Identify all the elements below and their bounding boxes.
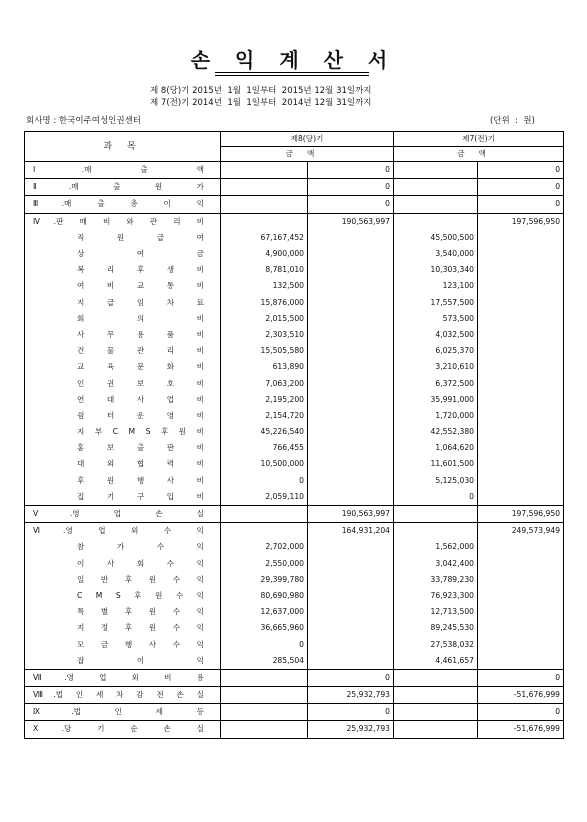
previous-detail-amount (394, 687, 478, 704)
previous-detail-amount: 17,557,500 (394, 295, 478, 311)
row-label: Ⅸ.법 인 세 등 (25, 704, 221, 721)
row-label: 지 급 임 차 료 (25, 295, 221, 311)
current-detail-amount (221, 505, 308, 522)
previous-detail-amount: 123,100 (394, 278, 478, 294)
previous-total-amount (478, 556, 564, 572)
previous-total-amount (478, 392, 564, 408)
table-row (25, 556, 564, 572)
previous-total-amount: 0 (478, 196, 564, 213)
previous-total-amount: 197,596,950 (478, 505, 564, 522)
previous-detail-amount: 12,713,500 (394, 604, 478, 620)
current-detail-amount: 285,504 (221, 653, 308, 670)
previous-total-amount (478, 408, 564, 424)
current-detail-amount: 2,550,000 (221, 556, 308, 572)
table-row (25, 311, 564, 327)
current-detail-amount: 0 (221, 636, 308, 652)
current-detail-amount (221, 213, 308, 230)
current-detail-amount: 2,195,200 (221, 392, 308, 408)
current-detail-amount (221, 669, 308, 686)
table-row (25, 179, 564, 196)
table-row (25, 473, 564, 489)
current-total-amount (308, 424, 394, 440)
previous-total-amount: 0 (478, 179, 564, 196)
current-detail-amount (221, 179, 308, 196)
previous-detail-amount: 45,500,500 (394, 230, 478, 246)
previous-detail-amount: 4,461,657 (394, 653, 478, 670)
table-row (25, 604, 564, 620)
row-label: 지 정 후 원 수 익 (25, 620, 221, 636)
row-label: 상 여 금 (25, 246, 221, 262)
current-detail-amount: 8,781,010 (221, 262, 308, 278)
table-row (25, 620, 564, 636)
table-row (25, 669, 564, 686)
current-detail-amount (221, 704, 308, 721)
table-row (25, 359, 564, 375)
row-label: 특 별 후 원 수 익 (25, 604, 221, 620)
current-detail-amount: 12,637,000 (221, 604, 308, 620)
row-label: 모 금 행 사 수 익 (25, 636, 221, 652)
previous-detail-amount: 1,064,620 (394, 440, 478, 456)
header-current-period: 제8(당)기 (221, 132, 394, 147)
current-detail-amount (221, 523, 308, 540)
row-label: 집 기 구 입 비 (25, 489, 221, 506)
previous-total-amount (478, 572, 564, 588)
previous-total-amount: 0 (478, 704, 564, 721)
previous-total-amount (478, 262, 564, 278)
current-total-amount: 0 (308, 162, 394, 179)
row-label: Ⅳ.판 매 비 와 관 리 비 (25, 213, 221, 230)
previous-detail-amount: 89,245,530 (394, 620, 478, 636)
previous-total-amount (478, 230, 564, 246)
current-total-amount: 25,932,793 (308, 721, 394, 738)
previous-detail-amount (394, 196, 478, 213)
table-row (25, 375, 564, 391)
current-total-amount: 0 (308, 196, 394, 213)
previous-total-amount (478, 489, 564, 506)
table-row (25, 162, 564, 179)
row-label: 연 대 사 업 비 (25, 392, 221, 408)
row-label: Ⅷ.법 인 세 차 감 전 손 실 (25, 687, 221, 704)
table-row (25, 392, 564, 408)
row-label: Ⅰ.매 출 액 (25, 162, 221, 179)
previous-detail-amount: 42,552,380 (394, 424, 478, 440)
header-previous-period: 제7(전)기 (394, 132, 564, 147)
current-total-amount (308, 636, 394, 652)
current-total-amount (308, 572, 394, 588)
table-row (25, 327, 564, 343)
table-row (25, 636, 564, 652)
previous-total-amount (478, 327, 564, 343)
current-total-amount (308, 408, 394, 424)
previous-total-amount: -51,676,999 (478, 721, 564, 738)
row-label: Ⅱ.매 출 원 가 (25, 179, 221, 196)
row-label: 건 물 관 리 비 (25, 343, 221, 359)
row-label: 사 무 용 품 비 (25, 327, 221, 343)
table-row (25, 523, 564, 540)
row-label: 복 리 후 생 비 (25, 262, 221, 278)
previous-total-amount (478, 295, 564, 311)
row-label: Ⅹ.당 기 순 손 실 (25, 721, 221, 738)
row-label: 후 원 행 사 비 (25, 473, 221, 489)
previous-total-amount (478, 456, 564, 472)
previous-total-amount: 0 (478, 162, 564, 179)
current-detail-amount (221, 687, 308, 704)
row-label: 쉼 터 운 영 비 (25, 408, 221, 424)
previous-detail-amount: 1,562,000 (394, 539, 478, 555)
table-row (25, 588, 564, 604)
previous-detail-amount (394, 704, 478, 721)
previous-detail-amount: 6,025,370 (394, 343, 478, 359)
row-label: 일 반 후 원 수 익 (25, 572, 221, 588)
row-label: Ⅲ.매 출 총 이 익 (25, 196, 221, 213)
current-detail-amount: 4,900,000 (221, 246, 308, 262)
previous-detail-amount: 11,601,500 (394, 456, 478, 472)
current-total-amount (308, 440, 394, 456)
current-total-amount (308, 392, 394, 408)
table-row (25, 687, 564, 704)
current-total-amount: 0 (308, 704, 394, 721)
current-total-amount (308, 375, 394, 391)
row-label: 홍 보 출 판 비 (25, 440, 221, 456)
table-row (25, 246, 564, 262)
row-label: 여 비 교 통 비 (25, 278, 221, 294)
previous-total-amount (478, 539, 564, 555)
table-row (25, 295, 564, 311)
current-total-amount (308, 311, 394, 327)
previous-detail-amount (394, 505, 478, 522)
current-detail-amount: 45,226,540 (221, 424, 308, 440)
header-previous-amount: 금액 (394, 147, 564, 162)
income-statement-table (24, 131, 564, 739)
period-previous: 제 7(전)기 2014년 1월 1일부터 2014년 12월 31일까지 (150, 98, 372, 108)
current-detail-amount: 2,303,510 (221, 327, 308, 343)
document-title: 손 익 계 산 서 (190, 48, 397, 72)
previous-total-amount: 249,573,949 (478, 523, 564, 540)
current-total-amount (308, 246, 394, 262)
previous-total-amount (478, 359, 564, 375)
header-subject: 과 목 (25, 132, 221, 162)
previous-detail-amount (394, 523, 478, 540)
current-detail-amount: 2,015,500 (221, 311, 308, 327)
current-detail-amount: 132,500 (221, 278, 308, 294)
table-row (25, 572, 564, 588)
table-row (25, 278, 564, 294)
row-label: Ⅵ.영 업 외 수 익 (25, 523, 221, 540)
previous-total-amount (478, 620, 564, 636)
current-detail-amount: 80,690,980 (221, 588, 308, 604)
previous-total-amount (478, 653, 564, 670)
previous-total-amount (478, 473, 564, 489)
previous-detail-amount (394, 162, 478, 179)
row-label: C M S 후 원 수 익 (25, 588, 221, 604)
current-total-amount (308, 327, 394, 343)
current-detail-amount: 613,890 (221, 359, 308, 375)
current-detail-amount: 766,455 (221, 440, 308, 456)
company-name: 회사명 : 한국이주여성인권센터 (26, 116, 142, 126)
current-detail-amount: 10,500,000 (221, 456, 308, 472)
table-row (25, 539, 564, 555)
row-label: 직 원 급 여 (25, 230, 221, 246)
current-total-amount (308, 604, 394, 620)
previous-total-amount (478, 246, 564, 262)
previous-total-amount (478, 424, 564, 440)
current-detail-amount: 2,059,110 (221, 489, 308, 506)
current-detail-amount: 7,063,200 (221, 375, 308, 391)
previous-detail-amount: 6,372,500 (394, 375, 478, 391)
current-detail-amount: 15,876,000 (221, 295, 308, 311)
current-total-amount (308, 653, 394, 670)
current-detail-amount (221, 721, 308, 738)
current-detail-amount: 0 (221, 473, 308, 489)
row-label: Ⅶ.영 업 외 비 용 (25, 669, 221, 686)
current-detail-amount (221, 196, 308, 213)
row-label: 이 사 회 수 익 (25, 556, 221, 572)
previous-total-amount: 197,596,950 (478, 213, 564, 230)
current-total-amount (308, 343, 394, 359)
current-total-amount: 0 (308, 179, 394, 196)
table-row (25, 213, 564, 230)
row-label: 참 가 수 익 (25, 539, 221, 555)
current-total-amount (308, 556, 394, 572)
previous-total-amount (478, 278, 564, 294)
previous-total-amount (478, 375, 564, 391)
title-underline (215, 72, 369, 73)
table-row (25, 408, 564, 424)
previous-detail-amount: 33,789,230 (394, 572, 478, 588)
title-underline-double (215, 75, 369, 76)
previous-detail-amount: 3,210,610 (394, 359, 478, 375)
previous-detail-amount: 35,991,000 (394, 392, 478, 408)
table-row (25, 456, 564, 472)
previous-detail-amount: 3,540,000 (394, 246, 478, 262)
previous-total-amount: -51,676,999 (478, 687, 564, 704)
row-label: Ⅴ.영 업 손 실 (25, 505, 221, 522)
unit-label: (단위 : 원) (490, 116, 535, 126)
current-total-amount: 25,932,793 (308, 687, 394, 704)
current-detail-amount (221, 162, 308, 179)
current-total-amount (308, 473, 394, 489)
previous-total-amount (478, 588, 564, 604)
table-row (25, 489, 564, 506)
current-total-amount (308, 359, 394, 375)
current-detail-amount: 2,154,720 (221, 408, 308, 424)
row-label: 회 의 비 (25, 311, 221, 327)
previous-total-amount (478, 440, 564, 456)
current-detail-amount: 36,665,960 (221, 620, 308, 636)
current-total-amount (308, 278, 394, 294)
previous-detail-amount: 4,032,500 (394, 327, 478, 343)
table-row (25, 653, 564, 670)
previous-detail-amount: 1,720,000 (394, 408, 478, 424)
table-row (25, 230, 564, 246)
previous-total-amount (478, 604, 564, 620)
current-total-amount: 190,563,997 (308, 505, 394, 522)
current-total-amount (308, 588, 394, 604)
table-row (25, 440, 564, 456)
current-detail-amount: 67,167,452 (221, 230, 308, 246)
previous-detail-amount: 5,125,030 (394, 473, 478, 489)
row-label: 인 권 보 호 비 (25, 375, 221, 391)
previous-detail-amount (394, 213, 478, 230)
current-total-amount: 164,931,204 (308, 523, 394, 540)
previous-total-amount: 0 (478, 669, 564, 686)
table-row (25, 343, 564, 359)
row-label: 잡 이 익 (25, 653, 221, 670)
previous-detail-amount (394, 179, 478, 196)
previous-total-amount (478, 343, 564, 359)
table-row (25, 704, 564, 721)
table-row (25, 721, 564, 738)
table-row (25, 424, 564, 440)
current-total-amount (308, 539, 394, 555)
previous-detail-amount (394, 721, 478, 738)
current-total-amount (308, 489, 394, 506)
table-row (25, 262, 564, 278)
current-detail-amount: 29,399,780 (221, 572, 308, 588)
header-current-amount: 금액 (221, 147, 394, 162)
row-label: 지 부 C M S 후 원 비 (25, 424, 221, 440)
previous-detail-amount: 0 (394, 489, 478, 506)
previous-total-amount (478, 636, 564, 652)
current-total-amount (308, 230, 394, 246)
current-total-amount (308, 456, 394, 472)
current-detail-amount: 2,702,000 (221, 539, 308, 555)
previous-detail-amount: 76,923,300 (394, 588, 478, 604)
current-total-amount (308, 620, 394, 636)
current-total-amount: 190,563,997 (308, 213, 394, 230)
previous-detail-amount: 27,538,032 (394, 636, 478, 652)
row-label: 교 육 문 화 비 (25, 359, 221, 375)
table-row (25, 196, 564, 213)
current-total-amount (308, 295, 394, 311)
previous-detail-amount (394, 669, 478, 686)
current-detail-amount: 15,505,580 (221, 343, 308, 359)
current-total-amount: 0 (308, 669, 394, 686)
table-row (25, 505, 564, 522)
previous-total-amount (478, 311, 564, 327)
previous-detail-amount: 3,042,400 (394, 556, 478, 572)
row-label: 대 외 협 력 비 (25, 456, 221, 472)
previous-detail-amount: 10,303,340 (394, 262, 478, 278)
period-current: 제 8(당)기 2015년 1월 1일부터 2015년 12월 31일까지 (150, 86, 372, 96)
previous-detail-amount: 573,500 (394, 311, 478, 327)
current-total-amount (308, 262, 394, 278)
